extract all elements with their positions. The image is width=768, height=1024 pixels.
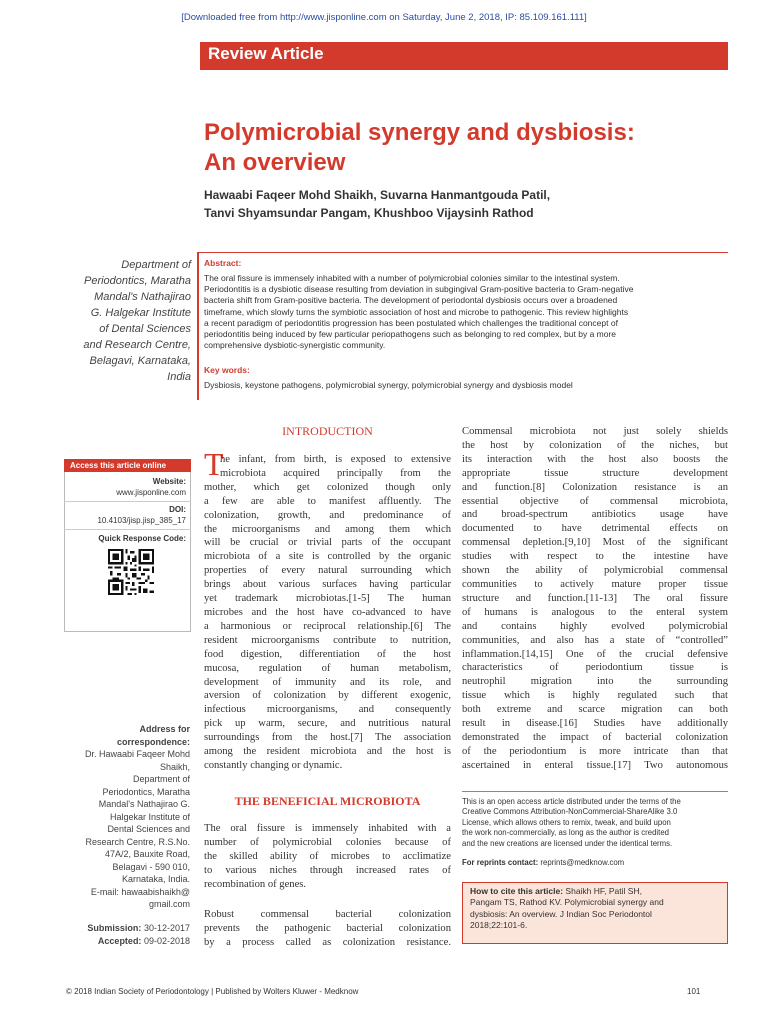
beneficial-paragraph [204, 822, 451, 892]
title-line: An overview [204, 149, 346, 176]
affiliation-line: Department of [121, 259, 191, 271]
page-number: 101 [687, 987, 701, 996]
license-divider [462, 791, 728, 792]
email-line[interactable]: gmail.com [148, 899, 190, 909]
text-line: properties of every natural surrounding which [204, 565, 451, 577]
reprints-email[interactable]: reprints@medknow.com [540, 858, 625, 867]
text-line: of the periodontium is more intricate than that [462, 745, 728, 757]
text-line: neutrophil migration into the surrounding [462, 676, 728, 688]
submission-label: Submission: [87, 923, 142, 933]
text-line: resident microorganisms contribute to nutrition, [204, 634, 451, 646]
text-line: a harmonious or reciprocal relationship.[6] The [204, 620, 451, 632]
text-line: structure and function.[11-13] The oral fissure [462, 592, 728, 604]
text-line: pick up warm, secure, and nutritious natural [204, 718, 451, 730]
affiliation-line: Belagavi, Karnataka, [89, 355, 191, 367]
cite-line: dysbiosis: An overview. J Indian Soc Periodontol [470, 908, 652, 919]
cite-line: 2018;22:101-6. [470, 919, 528, 930]
affiliation [60, 257, 191, 385]
keywords-text: Dysbiosis, keystone pathogens, polymicrobial synergy, polymicrobial synergy and dysbiosis model [204, 380, 573, 390]
text-line: aversion of colonization by different exogenic, [204, 690, 451, 702]
introduction-paragraph [204, 453, 451, 773]
address-line: Periodontics, Maratha [102, 786, 190, 797]
text-line: of humans is analogous to the enteral system [462, 606, 728, 618]
accepted-label: Accepted: [97, 935, 142, 946]
text-line: characteristics of periodontium tissue is [462, 662, 728, 674]
qr-label: Quick Response Code: [98, 534, 186, 543]
article-type-label: Review Article [208, 44, 324, 63]
abstract-heading: Abstract: [204, 258, 242, 268]
abstract-text [204, 273, 725, 351]
license-line: the work non-commercially, as long as the author is credited [462, 828, 670, 838]
how-to-cite-text [470, 886, 720, 931]
abstract-line: timeframe, which slowly turns the symbiotic association of host and microbe to pathogenic. This review highlights [204, 306, 629, 317]
divider [64, 501, 191, 502]
text-line: infectious microorganisms, and consequently [204, 704, 451, 716]
text-line: constantly changing or dynamic. [204, 759, 343, 771]
text-line: communities to actively mature proper tissue [462, 578, 728, 590]
text-line: tissue which is highly regulated such that [462, 690, 728, 702]
license-notice [462, 797, 728, 849]
text-line: microbiota acquired principally from the [220, 467, 451, 479]
license-line: This is an open access article distributed under the terms of the [462, 797, 681, 806]
text-line: the microorganisms and among them which [204, 523, 451, 535]
text-line: surroundings from the host.[7] The association [204, 732, 451, 744]
license-line: Creative Commons Attribution-NonCommercial-ShareAlike 3.0 [462, 807, 678, 817]
affiliation-line: and Research Centre, [83, 339, 191, 351]
affiliation-line: of Dental Sciences [99, 323, 191, 335]
correspondence-address [66, 723, 190, 911]
text-line: microbes and the host have co-advanced to have [204, 606, 451, 618]
abstract-line: bacteria shift from Gram-positive bacteria. The development of periodontal dysbiosis occurs over a broadened [204, 295, 618, 306]
text-line: brings about various surfaces having particular [204, 579, 451, 591]
text-line: to various niches through increased rates of [204, 864, 451, 876]
text-line: food digestion, differentiation of the host [204, 648, 451, 660]
text-line: among the resident microbiota and the host is [204, 746, 451, 758]
abstract-line: Periodontitis is a dysbiotic disease resulting from deviation in subgingival Gram-positive bacteria to Gram-negative [204, 284, 634, 295]
address-line: Halgekar Institute of [109, 811, 190, 822]
text-line: colonization, growth, and predominance of [204, 509, 451, 521]
download-banner: [Downloaded free from http://www.jisponline.com on Saturday, June 2, 2018, IP: 85.109.161.111] [181, 12, 587, 23]
text-line: and broad-spectrum antibiotics usage have [462, 509, 728, 521]
submission-dates [66, 922, 190, 947]
address-line: Dental Sciences and [107, 824, 190, 834]
license-line: and the new creations are licensed under the identical terms. [462, 838, 673, 848]
right-column-paragraph [462, 425, 728, 773]
beneficial-paragraph [204, 908, 451, 950]
text-line: communities, and also has a state of “controlled” [462, 634, 728, 646]
address-heading: Address for [139, 724, 190, 734]
cite-line: Pangam TS, Rathod KV. Polymicrobial synergy and [470, 897, 664, 908]
text-line: yet trademark microbiotas.[1-5] The human [204, 593, 451, 605]
text-line: commensal depletion.[9,10] Most of the significant [462, 537, 728, 549]
text-line: Commensal microbiota not just solely shields [462, 426, 728, 437]
address-heading: correspondence: [116, 736, 190, 747]
text-line: The oral fissure is immensely inhabited with a [204, 823, 451, 834]
authors-line: Tanvi Shyamsundar Pangam, Khushboo Vijaysinh Rathod [204, 206, 534, 220]
reprints-label: For reprints contact: [462, 858, 539, 867]
footer-copyright: © 2018 Indian Society of Periodontology | Published by Wolters Kluwer - Medknow [66, 987, 359, 996]
text-line: essential objective of commensal microbiota, [462, 495, 728, 507]
text-line: prevents the pathogenic bacterial colonization [204, 922, 451, 934]
address-line: Department of [132, 774, 190, 784]
text-line: recombination of genes. [204, 878, 307, 890]
address-line: Mandal's Nathajirao G. [98, 799, 190, 809]
keywords-heading: Key words: [204, 365, 250, 375]
text-line: he infant, from birth, is exposed to extensive [220, 454, 451, 465]
text-line: by a process called as colonization resistance. [204, 936, 451, 948]
text-line: mother, which get colonized though only [204, 481, 451, 493]
text-line: result in disease.[16] Studies have additionally [462, 718, 728, 730]
address-line: 47A/2, Bauxite Road, [104, 849, 190, 859]
text-line: a few are able to manifest affluently. The [204, 495, 451, 507]
text-line: the host by colonization of the niches, but [462, 439, 728, 451]
beneficial-microbiota-heading: THE BENEFICIAL MICROBIOTA [234, 794, 421, 808]
affiliation-line: Mandal's Nathajirao [94, 291, 191, 303]
text-line: will be crucial or trivial parts of the occupant [204, 537, 451, 549]
drop-cap: T [204, 446, 224, 482]
email-line[interactable]: E-mail: hawaabishaikh@ [90, 886, 190, 897]
cite-label: How to cite this article: [470, 886, 564, 896]
abstract-line: The oral fissure is immensely inhabited with a number of polymicrobial colonies similar to the intestinal system. [204, 273, 620, 283]
introduction-heading: INTRODUCTION [282, 424, 373, 438]
abstract-line: comprehensive dysbiotic-synergistic community. [204, 340, 386, 351]
text-line: microbiota of a site is controlled by the organic [204, 551, 451, 563]
divider [64, 529, 191, 530]
doi-label: DOI: [169, 505, 186, 514]
reprints-contact [462, 858, 624, 867]
text-line: inflammation.[14,15] One of the crucial defensive [462, 648, 728, 660]
authors-line: Hawaabi Faqeer Mohd Shaikh, Suvarna Hanmantgouda Patil, [204, 188, 551, 202]
text-line: and function.[8] Colonization resistance is an [462, 481, 728, 493]
address-line: Dr. Hawaabi Faqeer Mohd [84, 749, 190, 759]
website-value[interactable]: www.jisponline.com [116, 488, 186, 497]
text-line: shown the ability of polymicrobial commensal [462, 565, 728, 577]
accepted-date: 09-02-2018 [143, 935, 190, 946]
address-line: Belagavi - 590 010, [112, 861, 190, 872]
text-line: the skilled ability of microbes to acclimatize [204, 850, 451, 862]
text-line: demonstrated the impact of bacterial colonization [462, 731, 728, 743]
address-line: Karnataka, India. [121, 874, 190, 884]
article-title [204, 118, 724, 178]
affiliation-line: G. Halgekar Institute [90, 307, 191, 319]
text-line: both extreme and scarce migration can both [462, 704, 728, 716]
text-line: number of polymicrobial colonies because of [204, 836, 451, 848]
access-article-heading: Access this article online [64, 459, 191, 472]
address-line: Research Centre, R.S.No. [85, 836, 190, 847]
qr-code-icon[interactable] [108, 549, 154, 595]
text-line: its interaction with the host also boosts the [462, 453, 728, 465]
text-line: appropriate tissue structure development [462, 467, 728, 479]
text-line: Robust commensal bacterial colonization [204, 909, 451, 920]
address-line: Shaikh, [159, 761, 190, 772]
text-line: mucosa, regulation of human metabolism, [204, 662, 451, 674]
affiliation-line: India [167, 371, 191, 383]
website-label: Website: [152, 477, 186, 486]
text-line: development of immunity and its role, and [204, 676, 451, 688]
text-line: and contains highly evolved polymicrobial [462, 620, 728, 632]
text-line: ascertained in enteral tissue.[17] Two autonomous [462, 759, 728, 771]
text-line: documented to have detrimental effects on [462, 523, 728, 535]
text-line: studies with respect to the intestine have [462, 551, 728, 563]
cite-line: Shaikh HF, Patil SH, [565, 886, 642, 896]
affiliation-line: Periodontics, Maratha [84, 275, 191, 287]
title-line: Polymicrobial synergy and dysbiosis: [204, 119, 635, 146]
license-line: License, which allows others to remix, tweak, and build upon [462, 817, 671, 827]
submission-date: 30-12-2017 [143, 923, 190, 933]
doi-value[interactable]: 10.4103/jisp.jisp_385_17 [97, 516, 186, 525]
abstract-line: periodontitis being induced by few particular periopathogens such as belonging to red complex, but by a more [204, 329, 617, 340]
abstract-line: a recent paradigm of periodontitis progression has been postulated which challenges the traditional concept of [204, 317, 618, 328]
